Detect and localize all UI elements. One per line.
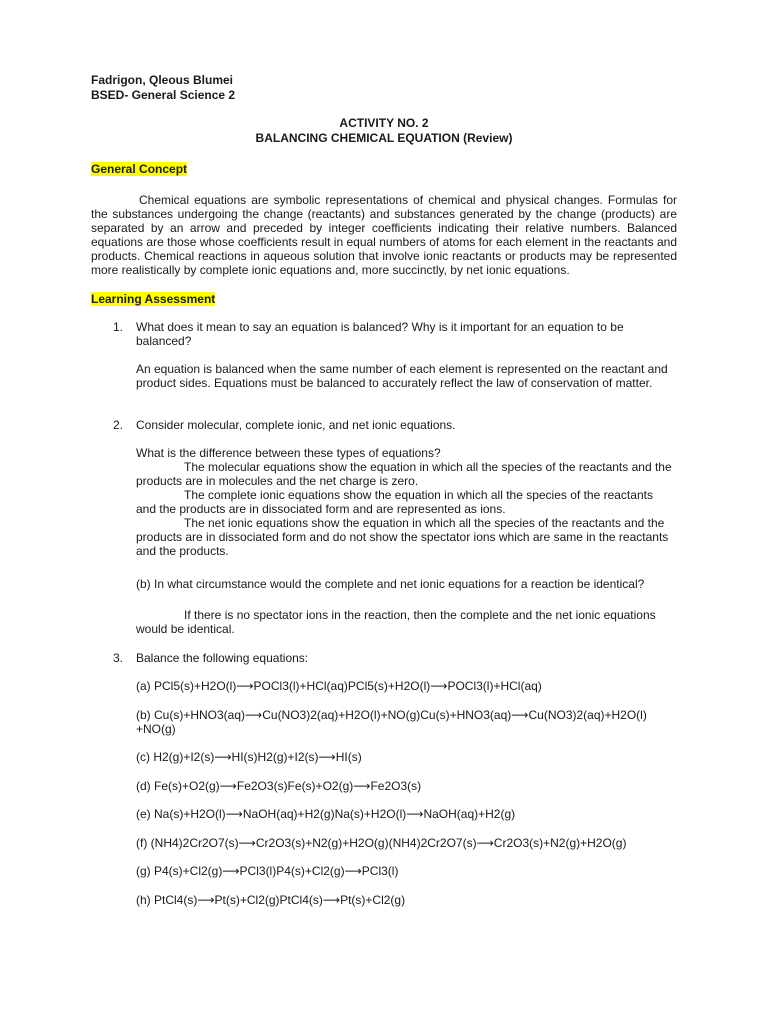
- equation-b: (b) Cu(s)+HNO3(aq)⟶Cu(NO3)2(aq)+H2O(l)+NO(g)Cu(s)+HNO3(aq)⟶Cu(NO3)2(aq)+H2O(l) +NO(g): [136, 708, 647, 736]
- q3-question: Balance the following equations:: [136, 651, 309, 665]
- equation-h: (h) PtCl4(s)⟶Pt(s)+Cl2(g)PtCl4(s)⟶Pt(s)+Cl2(g): [136, 893, 406, 907]
- equation-e: (e) Na(s)+H2O(l)⟶NaOH(aq)+H2(g)Na(s)+H2O(l)⟶NaOH(aq)+H2(g): [136, 807, 516, 821]
- q2-answer-complete: The complete ionic equations show the equation in which all the species of the reactants and the products are in dissociated form and are represented as ions.: [136, 488, 653, 516]
- equation-f: (f) (NH4)2Cr2O7(s)⟶Cr2O3(s)+N2(g)+H2O(g)(NH4)2Cr2O7(s)⟶Cr2O3(s)+N2(g)+H2O(g): [136, 836, 627, 850]
- learning-assessment-heading-text: Learning Assessment: [91, 292, 216, 306]
- learning-assessment-heading: [91, 292, 215, 306]
- q2-answer-net: The net ionic equations show the equation in which all the species of the reactants and the products are in dissociated form and do not show the spectator ions which are same in the reactants and the products.: [136, 516, 669, 558]
- q1-number: 1.: [113, 320, 124, 334]
- q2-number: 2.: [113, 418, 124, 432]
- general-concept-heading: [91, 162, 187, 176]
- activity-number: ACTIVITY NO. 2: [339, 116, 429, 130]
- general-concept-paragraph: Chemical equations are symbolic representations of chemical and physical changes. Formulas for the substances undergoing the change (reactants) and substances generated by the change (products) are separated by an arrow and preceded by integer coefficients indicating their relative numbers. Balanced equations are those whose coefficients result in equal numbers of atoms for each element in the reactants and products. Chemical reactions in aqueous solution that involve ionic reactants or products may be represented more realistically by complete ionic equations and, more succinctly, by net ionic equations.: [91, 193, 677, 277]
- q2-answer-b: If there is no spectator ions in the reaction, then the complete and the net ionic equations would be identical.: [136, 608, 656, 636]
- q2-question: Consider molecular, complete ionic, and net ionic equations.: [136, 418, 456, 432]
- q2-answer-molecular: The molecular equations show the equation in which all the species of the reactants and the products are in molecules and the net charge is zero.: [136, 460, 672, 488]
- student-header: [91, 73, 235, 103]
- q1-question: What does it mean to say an equation is balanced? Why is it important for an equation to be balanced?: [136, 320, 624, 348]
- equation-g: (g) P4(s)+Cl2(g)⟶PCl3(l)P4(s)+Cl2(g)⟶PCl3(l): [136, 864, 399, 878]
- activity-subtitle: BALANCING CHEMICAL EQUATION (Review): [255, 131, 513, 145]
- equation-a: (a) PCl5(s)+H2O(l)⟶POCl3(l)+HCl(aq)PCl5(s)+H2O(l)⟶POCl3(l)+HCl(aq): [136, 679, 542, 693]
- q3-number: 3.: [113, 651, 124, 665]
- q2-sub-b: (b) In what circumstance would the complete and net ionic equations for a reaction be identical?: [136, 577, 645, 591]
- equation-d: (d) Fe(s)+O2(g)⟶Fe2O3(s)Fe(s)+O2(g)⟶Fe2O3(s): [136, 779, 422, 793]
- student-course: BSED- General Science 2: [91, 88, 236, 102]
- equation-c: (c) H2(g)+I2(s)⟶HI(s)H2(g)+I2(s)⟶HI(s): [136, 750, 362, 764]
- q1-answer: An equation is balanced when the same number of each element is represented on the reactant and product sides. Equations must be balanced to accurately reflect the law of conservation of matter.: [136, 362, 668, 390]
- student-name: Fadrigon, Qleous Blumei: [91, 73, 234, 87]
- q2-sub-a: What is the difference between these types of equations?: [136, 446, 441, 460]
- activity-title: [0, 116, 768, 146]
- general-concept-heading-text: General Concept: [91, 162, 188, 176]
